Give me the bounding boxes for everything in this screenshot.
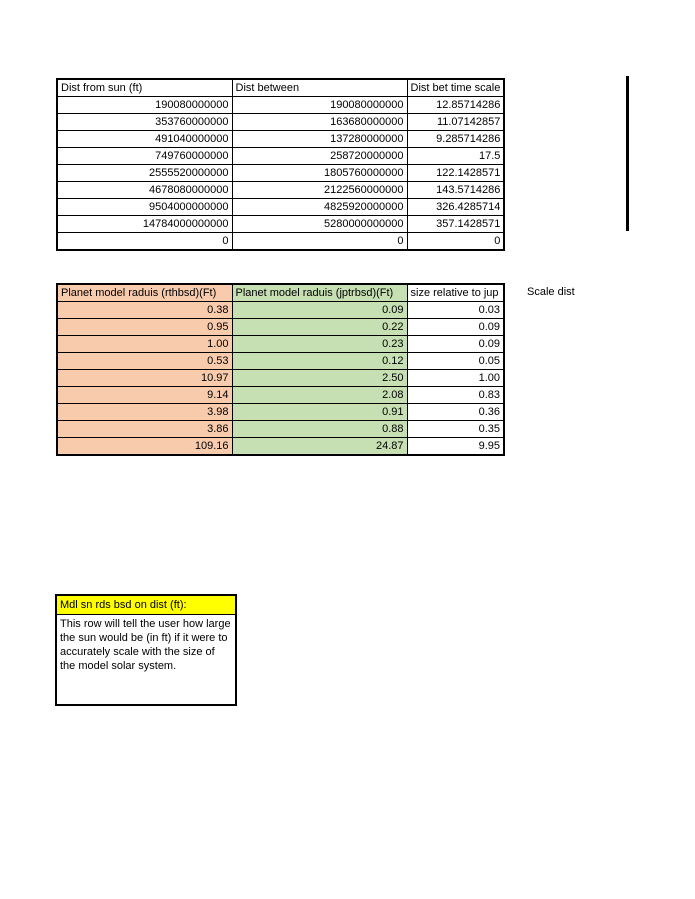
cell-radius-jupiter-based[interactable]: 0.23 (232, 336, 407, 353)
cell-dist-time-scale[interactable]: 17.5 (407, 148, 504, 165)
table-row (57, 131, 504, 148)
table-row (57, 302, 504, 319)
cell-radius-earth-based[interactable]: 3.98 (57, 404, 232, 421)
cell-dist-time-scale[interactable]: 326.4285714 (407, 199, 504, 216)
cell-radius-earth-based[interactable]: 0.95 (57, 319, 232, 336)
cell-dist-from-sun[interactable]: 190080000000 (57, 97, 232, 114)
cell-radius-earth-based[interactable]: 0.38 (57, 302, 232, 319)
cell-dist-time-scale[interactable]: 122.1428571 (407, 165, 504, 182)
cell-size-relative-to-jup[interactable]: 0.35 (407, 421, 504, 438)
distance-table-body (57, 79, 504, 250)
distance-table-header-row (57, 79, 504, 97)
planet-radius-table (56, 283, 505, 456)
table-row (57, 421, 504, 438)
cell-dist-between[interactable]: 2122560000000 (232, 182, 407, 199)
cell-radius-jupiter-based[interactable]: 2.50 (232, 370, 407, 387)
table-row (57, 438, 504, 456)
cell-dist-time-scale[interactable]: 12.85714286 (407, 97, 504, 114)
header-radius-earth-based[interactable]: Planet model raduis (rthbsd)(Ft) (57, 284, 232, 302)
table-row (57, 216, 504, 233)
table-row (57, 336, 504, 353)
cell-size-relative-to-jup[interactable]: 0.83 (407, 387, 504, 404)
cell-dist-time-scale[interactable]: 9.285714286 (407, 131, 504, 148)
cell-dist-between[interactable]: 5280000000000 (232, 216, 407, 233)
cell-size-relative-to-jup[interactable]: 0.09 (407, 336, 504, 353)
cell-dist-from-sun[interactable]: 491040000000 (57, 131, 232, 148)
table-row (57, 353, 504, 370)
cell-radius-earth-based[interactable]: 9.14 (57, 387, 232, 404)
cell-size-relative-to-jup[interactable]: 0.36 (407, 404, 504, 421)
planet-radius-header-row (57, 284, 504, 302)
header-dist-between[interactable]: Dist between (232, 79, 407, 97)
cell-dist-between[interactable]: 1805760000000 (232, 165, 407, 182)
cell-dist-between[interactable]: 190080000000 (232, 97, 407, 114)
table-row (57, 182, 504, 199)
distance-table (56, 78, 505, 251)
cell-radius-jupiter-based[interactable]: 2.08 (232, 387, 407, 404)
cell-size-relative-to-jup[interactable]: 0.03 (407, 302, 504, 319)
cell-dist-between[interactable]: 0 (232, 233, 407, 251)
table-row (57, 370, 504, 387)
sun-radius-note-title[interactable]: Mdl sn rds bsd on dist (ft): (57, 596, 235, 615)
cell-size-relative-to-jup[interactable]: 9.95 (407, 438, 504, 456)
cell-radius-jupiter-based[interactable]: 0.12 (232, 353, 407, 370)
table-row (57, 165, 504, 182)
vertical-divider-line (626, 76, 629, 231)
table-row (57, 199, 504, 216)
header-size-relative-to-jup[interactable]: size relative to jup (407, 284, 504, 302)
header-dist-time-scale[interactable]: Dist bet time scale (407, 79, 504, 97)
cell-size-relative-to-jup[interactable]: 0.09 (407, 319, 504, 336)
cell-radius-jupiter-based[interactable]: 0.88 (232, 421, 407, 438)
planet-radius-table-body (57, 284, 504, 455)
cell-dist-from-sun[interactable]: 749760000000 (57, 148, 232, 165)
header-radius-jupiter-based[interactable]: Planet model raduis (jptrbsd)(Ft) (232, 284, 407, 302)
cell-dist-time-scale[interactable]: 11.07142857 (407, 114, 504, 131)
sun-radius-note-text[interactable]: This row will tell the user how large the sun would be (in ft) if it were to accurately scale with the size of the model solar system. (60, 618, 231, 672)
table-row (57, 114, 504, 131)
cell-radius-earth-based[interactable]: 1.00 (57, 336, 232, 353)
table-row (57, 404, 504, 421)
table-row (57, 387, 504, 404)
cell-dist-between[interactable]: 163680000000 (232, 114, 407, 131)
table-row (57, 97, 504, 114)
header-dist-from-sun[interactable]: Dist from sun (ft) (57, 79, 232, 97)
cell-dist-time-scale[interactable]: 357.1428571 (407, 216, 504, 233)
cell-dist-between[interactable]: 258720000000 (232, 148, 407, 165)
cell-dist-from-sun[interactable]: 2555520000000 (57, 165, 232, 182)
cell-radius-jupiter-based[interactable]: 0.22 (232, 319, 407, 336)
cell-dist-time-scale[interactable]: 0 (407, 233, 504, 251)
cell-radius-jupiter-based[interactable]: 0.91 (232, 404, 407, 421)
cell-dist-between[interactable]: 137280000000 (232, 131, 407, 148)
cell-radius-jupiter-based[interactable]: 24.87 (232, 438, 407, 456)
table-row (57, 319, 504, 336)
cell-dist-from-sun[interactable]: 4678080000000 (57, 182, 232, 199)
sun-radius-note-box (55, 594, 237, 706)
cell-dist-time-scale[interactable]: 143.5714286 (407, 182, 504, 199)
cell-dist-from-sun[interactable]: 353760000000 (57, 114, 232, 131)
cell-radius-earth-based[interactable]: 0.53 (57, 353, 232, 370)
cell-dist-from-sun[interactable]: 0 (57, 233, 232, 251)
cell-dist-from-sun[interactable]: 9504000000000 (57, 199, 232, 216)
table-row (57, 148, 504, 165)
header-scale-dist[interactable]: Scale dist (527, 286, 575, 298)
table-row (57, 233, 504, 251)
cell-size-relative-to-jup[interactable]: 1.00 (407, 370, 504, 387)
cell-dist-between[interactable]: 4825920000000 (232, 199, 407, 216)
cell-size-relative-to-jup[interactable]: 0.05 (407, 353, 504, 370)
cell-radius-earth-based[interactable]: 109.16 (57, 438, 232, 456)
cell-dist-from-sun[interactable]: 14784000000000 (57, 216, 232, 233)
cell-radius-jupiter-based[interactable]: 0.09 (232, 302, 407, 319)
cell-radius-earth-based[interactable]: 10.97 (57, 370, 232, 387)
cell-radius-earth-based[interactable]: 3.86 (57, 421, 232, 438)
